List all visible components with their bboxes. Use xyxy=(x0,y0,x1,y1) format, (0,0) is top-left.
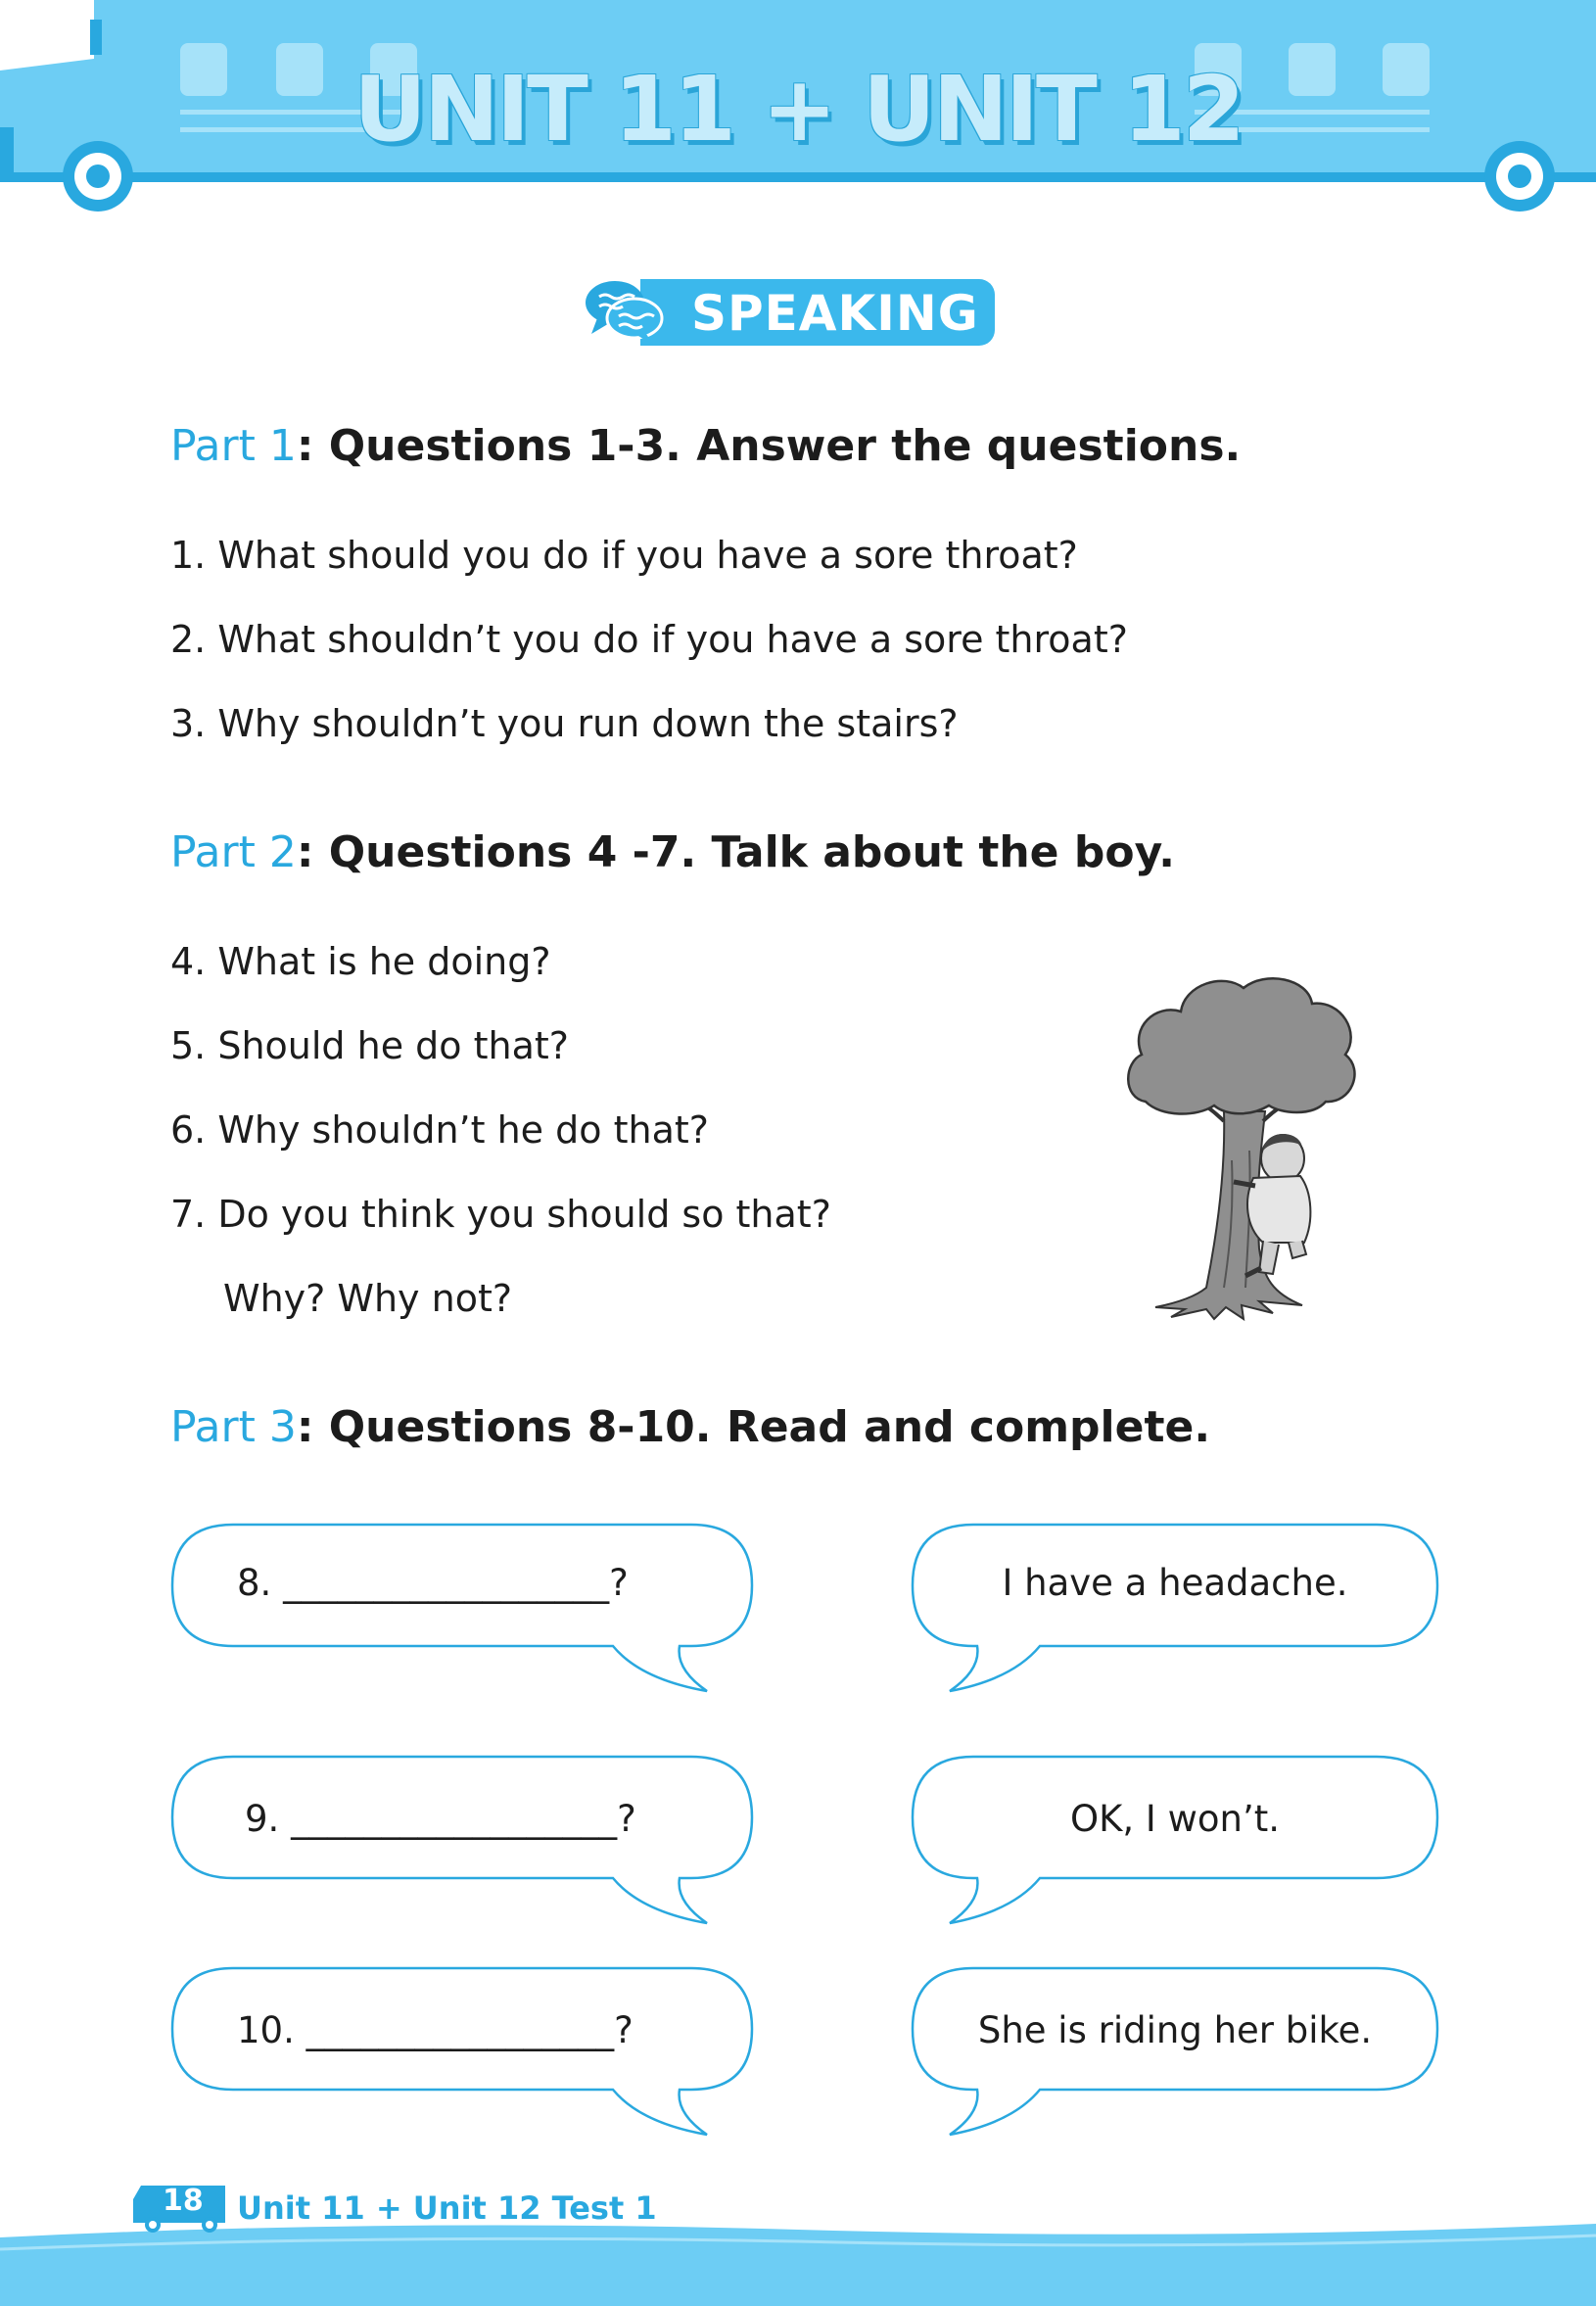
part3-label: Part 3 xyxy=(170,1402,297,1452)
page-number: 18 xyxy=(163,2184,204,2218)
question-3: 3. Why shouldn’t you run down the stairs? xyxy=(170,702,959,745)
answer-8-bubble xyxy=(911,1523,1439,1694)
question-10-prompt[interactable]: 10. _________________? xyxy=(237,2009,634,2051)
question-9-prompt[interactable]: 9. __________________? xyxy=(245,1798,636,1840)
question-10-bubble xyxy=(170,1966,754,2138)
section-title: SPEAKING xyxy=(691,285,979,342)
part1-heading xyxy=(170,421,1241,471)
boy-climbing-tree-illustration xyxy=(1116,965,1371,1327)
question-7: 7. Do you think you should so that? xyxy=(170,1193,831,1236)
question-8-prompt[interactable]: 8. __________________? xyxy=(237,1562,629,1604)
part2-label: Part 2 xyxy=(170,827,297,877)
question-9-bubble xyxy=(170,1755,754,1926)
part3-instruction: : Questions 8-10. Read and complete. xyxy=(296,1402,1211,1452)
question-6: 6. Why shouldn’t he do that? xyxy=(170,1108,709,1152)
answer-8-text: I have a headache. xyxy=(1002,1562,1348,1604)
question-7-followup: Why? Why not? xyxy=(223,1277,513,1320)
part1-label: Part 1 xyxy=(170,421,297,471)
question-1: 1. What should you do if you have a sore throat? xyxy=(170,534,1078,577)
question-8-bubble xyxy=(170,1523,754,1694)
answer-9-bubble xyxy=(911,1755,1439,1926)
section-badge xyxy=(584,277,999,348)
answer-10-text: She is riding her bike. xyxy=(977,2009,1373,2051)
answer-10-bubble xyxy=(911,1966,1439,2138)
part1-instruction: : Questions 1-3. Answer the questions. xyxy=(296,421,1242,471)
question-2: 2. What shouldn’t you do if you have a sore throat? xyxy=(170,618,1128,661)
question-5: 5. Should he do that? xyxy=(170,1024,569,1067)
page-title: UNIT 11 + UNIT 12 xyxy=(353,57,1243,162)
question-4: 4. What is he doing? xyxy=(170,940,551,983)
part2-heading xyxy=(170,827,1175,877)
footer-label: Unit 11 + Unit 12 Test 1 xyxy=(237,2189,657,2227)
speech-bubbles-icon xyxy=(584,277,666,348)
part2-instruction: : Questions 4 -7. Talk about the boy. xyxy=(296,827,1175,877)
part3-heading xyxy=(170,1402,1210,1452)
answer-9-text: OK, I won’t. xyxy=(1070,1798,1280,1840)
